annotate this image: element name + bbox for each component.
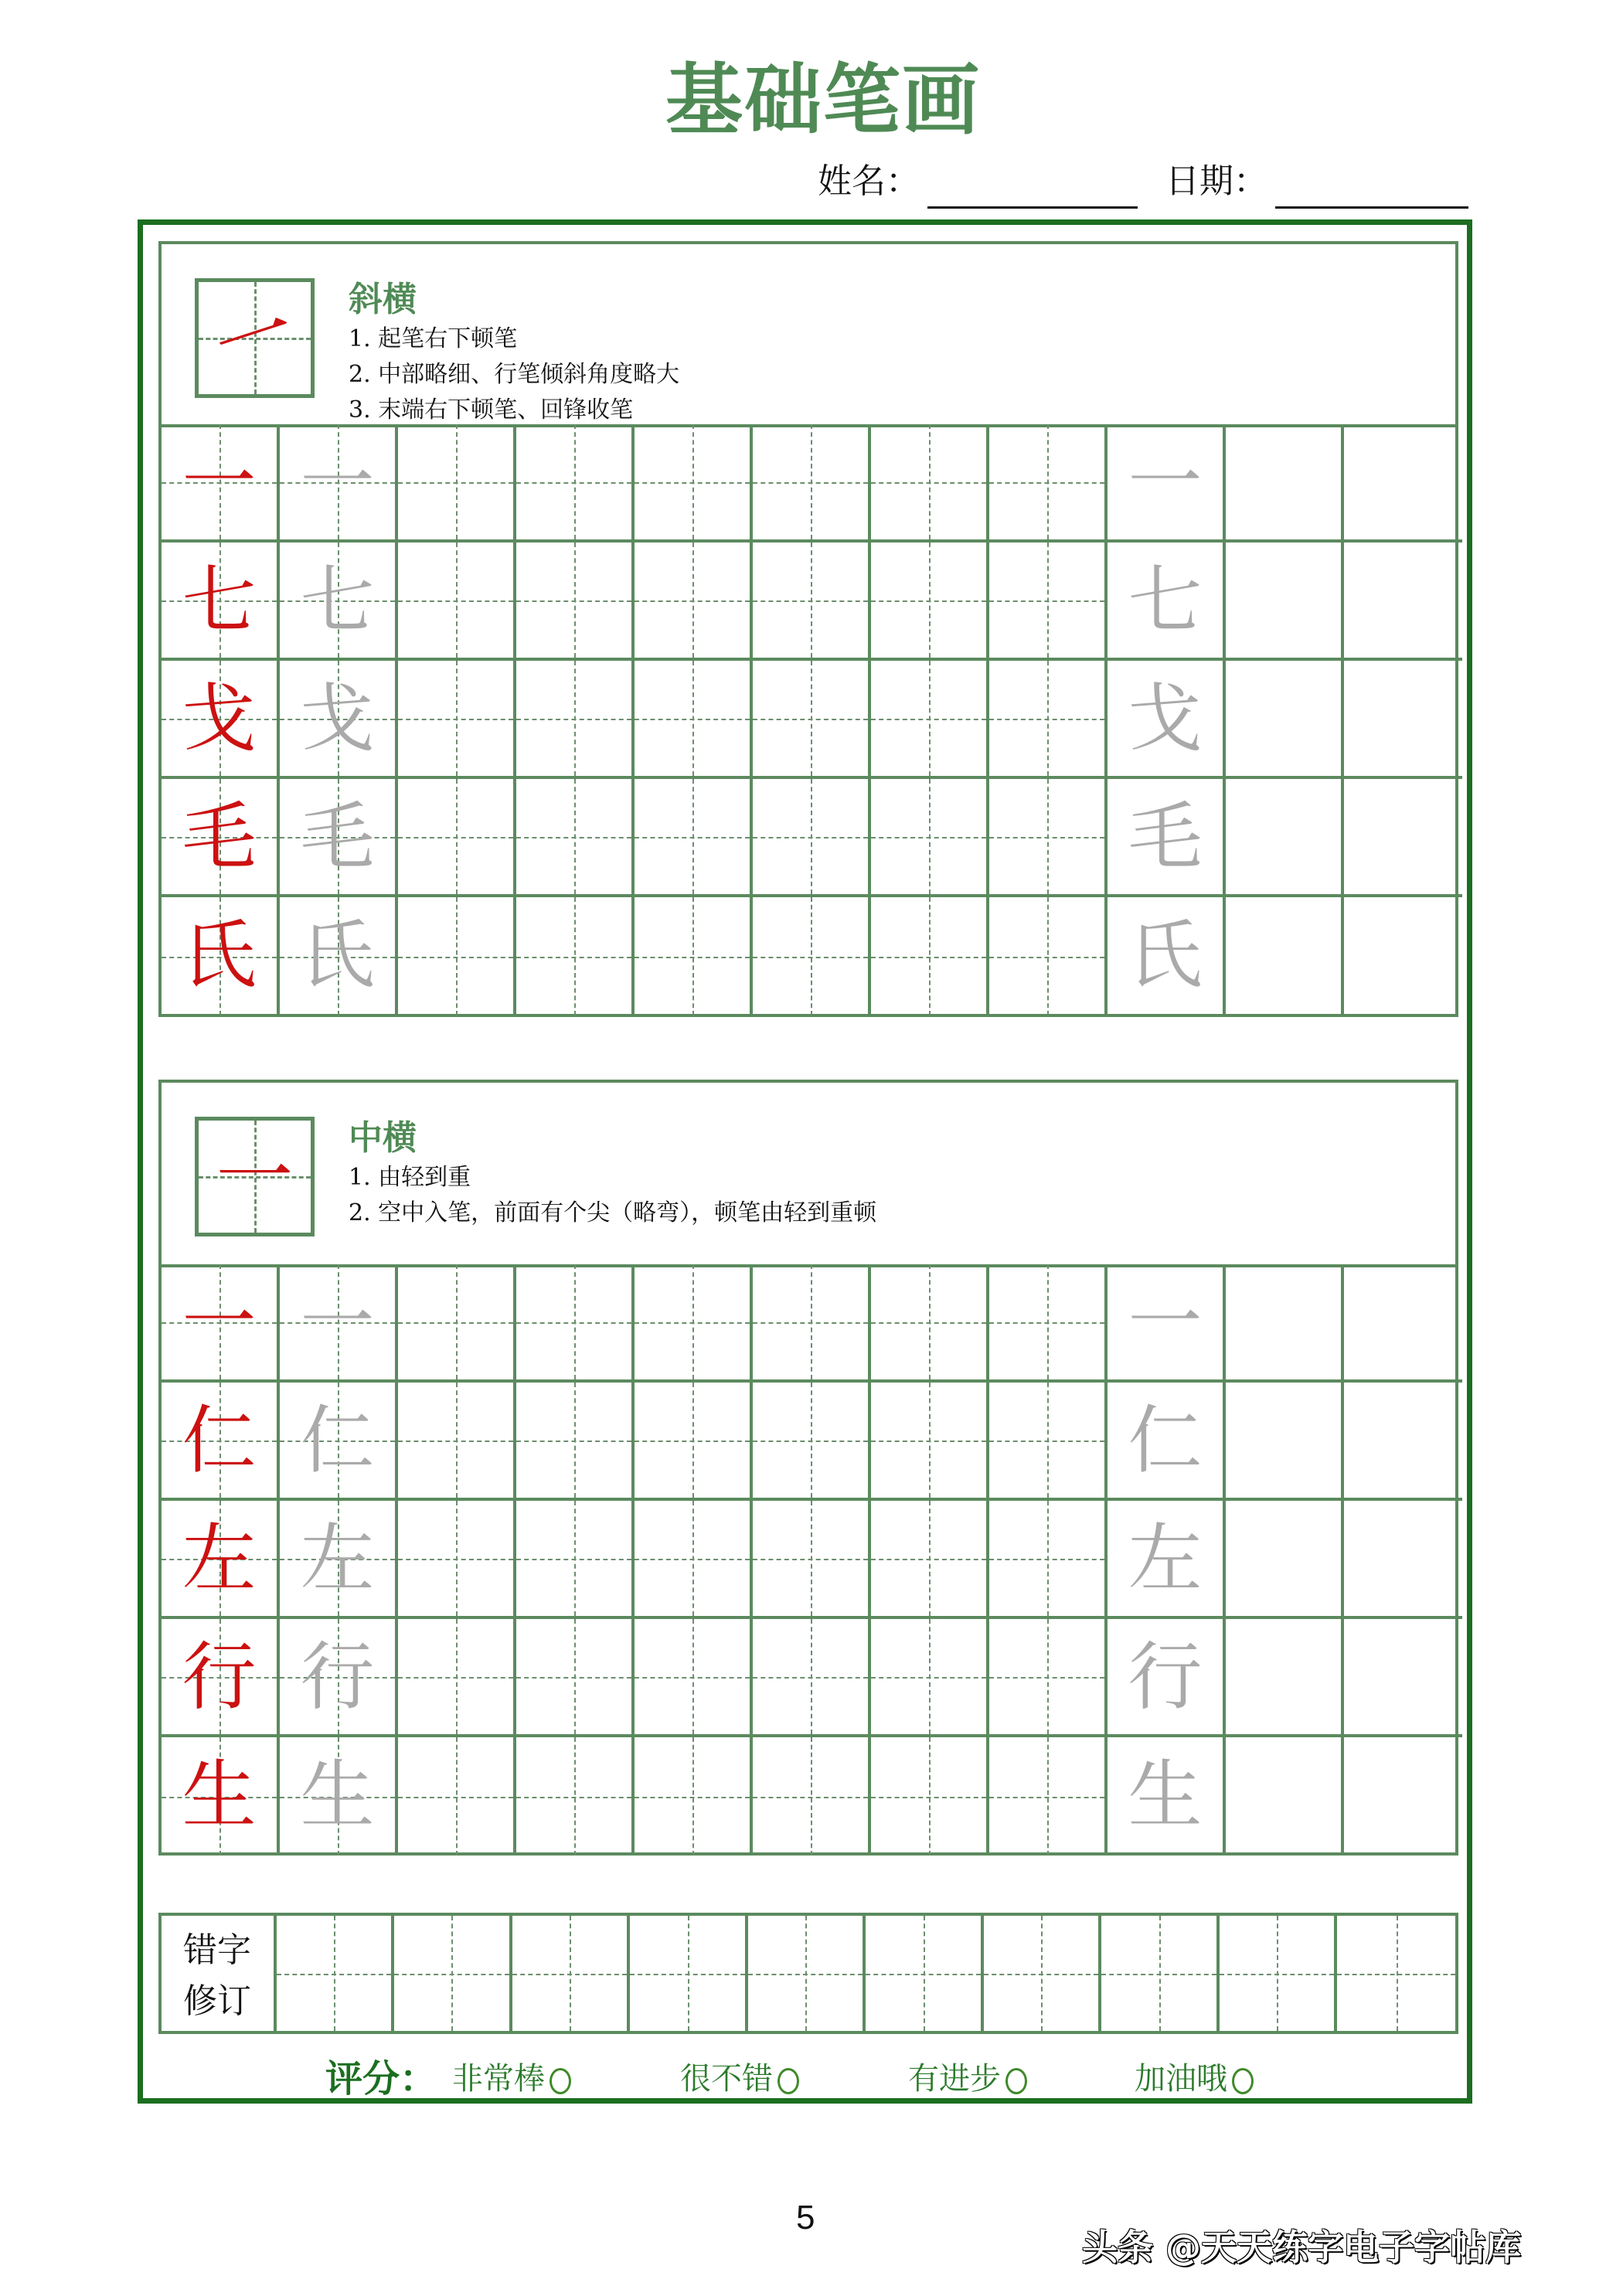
trace-char: 左 bbox=[1128, 1515, 1203, 1602]
model-char-cell[interactable] bbox=[162, 1501, 280, 1619]
trace-char-cell[interactable] bbox=[280, 1383, 398, 1501]
radio-circle-icon[interactable] bbox=[1005, 2068, 1027, 2094]
practice-cell[interactable] bbox=[1226, 1737, 1344, 1856]
practice-cell[interactable] bbox=[398, 1619, 516, 1737]
practice-cell[interactable] bbox=[753, 543, 871, 661]
trace-char: 一 bbox=[300, 1279, 375, 1366]
practice-cell[interactable] bbox=[871, 424, 989, 543]
practice-cell[interactable] bbox=[635, 661, 753, 779]
practice-cell[interactable] bbox=[989, 1737, 1108, 1856]
rating-option-improving[interactable] bbox=[908, 2052, 1027, 2106]
practice-cell[interactable] bbox=[1344, 1264, 1462, 1383]
name-field[interactable] bbox=[818, 155, 1138, 209]
practice-cell[interactable] bbox=[398, 1501, 516, 1619]
name-blank[interactable] bbox=[927, 166, 1138, 209]
trace-char: 七 bbox=[300, 557, 375, 644]
practice-cell[interactable] bbox=[516, 424, 635, 543]
step-3: 3. 末端右下顿笔、回锋收笔 bbox=[349, 396, 634, 423]
radio-circle-icon[interactable] bbox=[777, 2068, 799, 2094]
practice-cell[interactable] bbox=[1226, 1264, 1344, 1383]
trace-char: 行 bbox=[300, 1634, 375, 1720]
trace-char: 行 bbox=[1128, 1634, 1203, 1720]
practice-cell[interactable] bbox=[516, 543, 635, 661]
page-number: 5 bbox=[796, 2199, 815, 2236]
trace-char-cell[interactable] bbox=[1108, 543, 1226, 661]
practice-cell[interactable] bbox=[516, 897, 635, 1015]
trace-char-cell[interactable] bbox=[1108, 1619, 1226, 1737]
demo-stroke-char: 一 bbox=[216, 1131, 294, 1222]
correction-grid bbox=[158, 1913, 1458, 2034]
trace-char-cell[interactable] bbox=[1108, 1737, 1226, 1856]
practice-cell[interactable] bbox=[516, 1383, 635, 1501]
model-char-cell[interactable] bbox=[162, 1383, 280, 1501]
practice-cell[interactable] bbox=[516, 779, 635, 897]
practice-cell[interactable] bbox=[635, 1737, 753, 1856]
demo-stroke-box bbox=[195, 1117, 315, 1236]
trace-char: 七 bbox=[1128, 557, 1203, 644]
model-char-cell[interactable] bbox=[162, 543, 280, 661]
trace-char-cell[interactable] bbox=[280, 661, 398, 779]
practice-cell[interactable] bbox=[516, 661, 635, 779]
practice-cell[interactable] bbox=[516, 1737, 635, 1856]
practice-cell[interactable] bbox=[1344, 779, 1462, 897]
practice-cell[interactable] bbox=[753, 1383, 871, 1501]
rating-option-text: 有进步 bbox=[908, 2061, 1001, 2097]
practice-cell[interactable] bbox=[871, 1737, 989, 1856]
practice-cell[interactable] bbox=[1226, 779, 1344, 897]
model-char: 左 bbox=[182, 1515, 257, 1602]
practice-cell[interactable] bbox=[635, 1264, 753, 1383]
stroke-steps bbox=[349, 321, 679, 428]
stroke-steps bbox=[349, 1160, 876, 1231]
trace-char-cell[interactable] bbox=[1108, 779, 1226, 897]
practice-cell[interactable] bbox=[398, 424, 516, 543]
practice-cell[interactable] bbox=[516, 1501, 635, 1619]
trace-char: 戈 bbox=[1128, 675, 1203, 762]
practice-cell[interactable] bbox=[753, 1264, 871, 1383]
trace-char: 氏 bbox=[1128, 912, 1203, 998]
practice-cell[interactable] bbox=[1226, 897, 1344, 1015]
practice-cell[interactable] bbox=[635, 1501, 753, 1619]
step-1: 1. 由轻到重 bbox=[349, 1164, 471, 1191]
step-2: 2. 空中入笔，前面有个尖（略弯），顿笔由轻到重顿 bbox=[349, 1199, 877, 1226]
practice-cell[interactable] bbox=[398, 897, 516, 1015]
trace-char: 戈 bbox=[300, 675, 375, 762]
trace-char-cell[interactable] bbox=[1108, 1264, 1226, 1383]
step-1: 1. 起笔右下顿笔 bbox=[349, 325, 518, 352]
correction-cell[interactable] bbox=[984, 1916, 1102, 2031]
model-char-cell[interactable] bbox=[162, 779, 280, 897]
trace-char: 左 bbox=[300, 1515, 375, 1602]
stroke-section-1 bbox=[158, 241, 1458, 1017]
practice-cell[interactable] bbox=[989, 1383, 1108, 1501]
correction-cell[interactable] bbox=[630, 1916, 748, 2031]
practice-cell[interactable] bbox=[753, 424, 871, 543]
trace-char-cell[interactable] bbox=[1108, 661, 1226, 779]
practice-cell[interactable] bbox=[871, 897, 989, 1015]
trace-char-cell[interactable] bbox=[280, 1619, 398, 1737]
practice-cell[interactable] bbox=[635, 897, 753, 1015]
date-field[interactable] bbox=[1165, 155, 1468, 209]
trace-char-cell[interactable] bbox=[280, 1264, 398, 1383]
trace-char-cell[interactable] bbox=[1108, 424, 1226, 543]
practice-cell[interactable] bbox=[989, 1501, 1108, 1619]
model-char: 仁 bbox=[182, 1397, 257, 1484]
correction-cell[interactable] bbox=[277, 1916, 395, 2031]
practice-cell[interactable] bbox=[635, 779, 753, 897]
practice-cell[interactable] bbox=[516, 1264, 635, 1383]
practice-cell[interactable] bbox=[1226, 1501, 1344, 1619]
model-char-cell[interactable] bbox=[162, 1737, 280, 1856]
practice-cell[interactable] bbox=[1344, 897, 1462, 1015]
trace-char-cell[interactable] bbox=[280, 897, 398, 1015]
practice-cell[interactable] bbox=[1344, 1383, 1462, 1501]
practice-cell[interactable] bbox=[753, 779, 871, 897]
section-header bbox=[162, 244, 1455, 427]
rating-option-text: 很不错 bbox=[680, 2061, 773, 2097]
trace-char: 仁 bbox=[1128, 1397, 1203, 1484]
practice-cell[interactable] bbox=[753, 897, 871, 1015]
practice-cell[interactable] bbox=[398, 543, 516, 661]
watermark: 头条 @天天练字电子字帖库 bbox=[1082, 2226, 1522, 2268]
rating-option-keep-going[interactable] bbox=[1135, 2052, 1254, 2106]
practice-cell[interactable] bbox=[516, 1619, 635, 1737]
practice-cell[interactable] bbox=[871, 1501, 989, 1619]
trace-char: 氏 bbox=[300, 912, 375, 998]
page-title: 基础笔画 bbox=[665, 55, 981, 145]
section-header bbox=[162, 1083, 1455, 1267]
trace-char-cell[interactable] bbox=[280, 1737, 398, 1856]
practice-cell[interactable] bbox=[871, 1619, 989, 1737]
date-blank[interactable] bbox=[1275, 166, 1468, 209]
trace-char-cell[interactable] bbox=[1108, 1383, 1226, 1501]
correction-cell[interactable] bbox=[512, 1916, 631, 2031]
model-char: 生 bbox=[182, 1752, 257, 1839]
practice-cell[interactable] bbox=[1344, 424, 1462, 543]
practice-cell[interactable] bbox=[635, 1619, 753, 1737]
step-2: 2. 中部略细、行笔倾斜角度略大 bbox=[349, 361, 680, 388]
practice-cell[interactable] bbox=[398, 779, 516, 897]
practice-cell[interactable] bbox=[753, 1501, 871, 1619]
trace-char-cell[interactable] bbox=[1108, 1501, 1226, 1619]
rating-option-good[interactable] bbox=[680, 2052, 799, 2106]
model-char: 一 bbox=[182, 439, 257, 526]
practice-cell[interactable] bbox=[871, 779, 989, 897]
demo-stroke-char: 一 bbox=[203, 283, 306, 393]
correction-label bbox=[162, 1916, 277, 2031]
trace-char: 一 bbox=[1128, 1279, 1203, 1366]
practice-cell[interactable] bbox=[989, 1619, 1108, 1737]
correction-cell[interactable] bbox=[1101, 1916, 1220, 2031]
rating-option-excellent[interactable] bbox=[452, 2052, 571, 2106]
practice-cell[interactable] bbox=[989, 661, 1108, 779]
trace-char: 生 bbox=[1128, 1752, 1203, 1839]
practice-cell[interactable] bbox=[871, 661, 989, 779]
stroke-name: 斜横 bbox=[349, 280, 417, 319]
practice-cell[interactable] bbox=[753, 1619, 871, 1737]
rating-label: 评分： bbox=[325, 2057, 437, 2100]
trace-char-cell[interactable] bbox=[280, 424, 398, 543]
practice-cell[interactable] bbox=[989, 1264, 1108, 1383]
practice-cell[interactable] bbox=[989, 897, 1108, 1015]
correction-cell[interactable] bbox=[1220, 1916, 1338, 2031]
model-char: 毛 bbox=[182, 794, 257, 880]
trace-char-cell[interactable] bbox=[280, 1501, 398, 1619]
trace-char: 毛 bbox=[1128, 794, 1203, 880]
correction-label-line1: 错字 bbox=[183, 1930, 251, 1970]
model-char: 七 bbox=[182, 557, 257, 644]
practice-cell[interactable] bbox=[1344, 1619, 1462, 1737]
date-label: 日期： bbox=[1165, 162, 1267, 201]
practice-cell[interactable] bbox=[1226, 1619, 1344, 1737]
practice-cell[interactable] bbox=[1226, 661, 1344, 779]
practice-cell[interactable] bbox=[1226, 543, 1344, 661]
practice-cell[interactable] bbox=[753, 661, 871, 779]
trace-char: 仁 bbox=[300, 1397, 375, 1484]
practice-cell[interactable] bbox=[635, 1383, 753, 1501]
radio-circle-icon[interactable] bbox=[1232, 2068, 1254, 2094]
practice-cell[interactable] bbox=[1344, 1501, 1462, 1619]
model-char-cell[interactable] bbox=[162, 897, 280, 1015]
practice-cell[interactable] bbox=[1344, 543, 1462, 661]
practice-grid bbox=[162, 424, 1462, 1015]
model-char: 氏 bbox=[182, 912, 257, 998]
practice-cell[interactable] bbox=[989, 424, 1108, 543]
rating-option-text: 加油哦 bbox=[1135, 2061, 1227, 2097]
practice-cell[interactable] bbox=[1226, 1383, 1344, 1501]
practice-cell[interactable] bbox=[398, 1264, 516, 1383]
radio-circle-icon[interactable] bbox=[550, 2068, 571, 2094]
correction-label-line2: 修订 bbox=[183, 1981, 251, 2021]
practice-grid bbox=[162, 1264, 1462, 1856]
trace-char-cell[interactable] bbox=[1108, 897, 1226, 1015]
practice-cell[interactable] bbox=[635, 424, 753, 543]
correction-cell[interactable] bbox=[748, 1916, 866, 2031]
practice-cell[interactable] bbox=[871, 1264, 989, 1383]
model-char: 戈 bbox=[182, 675, 257, 762]
practice-cell[interactable] bbox=[1344, 1737, 1462, 1856]
stroke-section-2 bbox=[158, 1080, 1458, 1856]
practice-cell[interactable] bbox=[989, 543, 1108, 661]
practice-cell[interactable] bbox=[871, 1383, 989, 1501]
correction-cell[interactable] bbox=[1337, 1916, 1455, 2031]
correction-cell[interactable] bbox=[394, 1916, 512, 2031]
trace-char: 一 bbox=[1128, 439, 1203, 526]
trace-char: 毛 bbox=[300, 794, 375, 880]
model-char: 行 bbox=[182, 1634, 257, 1720]
practice-cell[interactable] bbox=[871, 543, 989, 661]
trace-char-cell[interactable] bbox=[280, 543, 398, 661]
correction-cell[interactable] bbox=[866, 1916, 984, 2031]
trace-char-cell[interactable] bbox=[280, 779, 398, 897]
rating-option-text: 非常棒 bbox=[452, 2061, 545, 2097]
demo-stroke-box bbox=[195, 278, 315, 398]
trace-char: 一 bbox=[300, 439, 375, 526]
practice-cell[interactable] bbox=[1344, 661, 1462, 779]
practice-cell[interactable] bbox=[398, 1383, 516, 1501]
rating-bar bbox=[0, 2052, 1623, 2106]
practice-cell[interactable] bbox=[753, 1737, 871, 1856]
model-char-cell[interactable] bbox=[162, 1619, 280, 1737]
trace-char: 生 bbox=[300, 1752, 375, 1839]
practice-cell[interactable] bbox=[398, 1737, 516, 1856]
practice-cell[interactable] bbox=[989, 779, 1108, 897]
practice-cell[interactable] bbox=[1226, 424, 1344, 543]
practice-cell[interactable] bbox=[398, 661, 516, 779]
name-label: 姓名： bbox=[818, 162, 920, 201]
model-char-cell[interactable] bbox=[162, 1264, 280, 1383]
model-char: 一 bbox=[182, 1279, 257, 1366]
model-char-cell[interactable] bbox=[162, 661, 280, 779]
practice-cell[interactable] bbox=[635, 543, 753, 661]
stroke-name: 中横 bbox=[349, 1118, 417, 1158]
model-char-cell[interactable] bbox=[162, 424, 280, 543]
